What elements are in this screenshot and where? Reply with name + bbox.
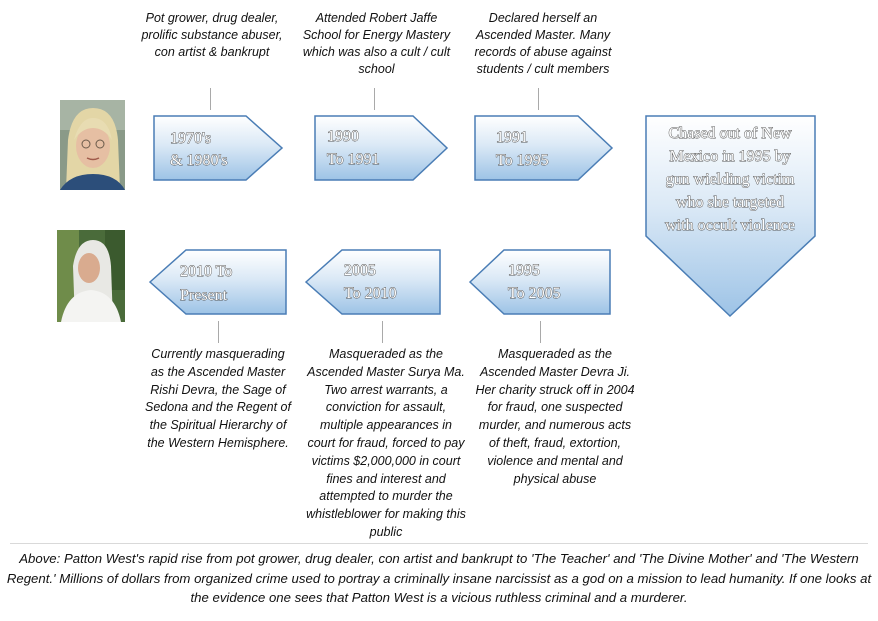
turn-box-line2: Mexico in 1995 by [669,148,791,165]
connector-2010 [218,321,219,343]
date-2010-line1: 2010 To [180,263,233,280]
caption-divider [10,543,868,544]
turn-box-line5: with occult violence [665,217,795,234]
arrow-1990 [315,116,447,180]
turn-box-line4: who she targeted [675,194,785,211]
turn-box-line3: gun wielding victim [665,171,795,188]
note-1990: Attended Robert Jaffe School for Energy Mastery which was also a cult / cult school [302,11,451,76]
arrow-2010 [150,250,286,314]
arrow-1995 [470,250,610,314]
figure-caption: Above: Patton West's rapid rise from pot grower, drug dealer, con artist and bankrupt to 'The Teacher' and 'The Divine Mother' and 'The Western Regent.' Millions of dollars from organized crime used to portray a criminally insane narcissist as a god on a mission to lead humanity. If one looks at the evidence one sees that Patton West is a vicious ruthless criminal and a murderer. [6,551,872,605]
date-2005-line1: 2005 [344,262,376,279]
note-2010: Currently masquerading as the Ascended Master Rishi Devra, the Sage of Sedona and the Regent of the Spiritual Hierarchy of the Western Hemisphere. [145,347,291,450]
date-1991-line2: To 1995 [496,152,549,169]
date-1991-line1: 1991 [496,129,528,146]
arrow-1991 [475,116,612,180]
date-1970s-line1: 1970's [170,130,212,147]
note-2005: Masqueraded as the Ascended Master Surya Ma. Two arrest warrants, a conviction for assault, multiple appearances in court for fraud, forced to pay victims $2,000,000 in court fines and interest and attempted to murder the whistleblower for making this public [306,347,466,539]
arrow-1970s [154,116,282,180]
turn-box-1995 [646,116,815,316]
note-1995: Masqueraded as the Ascended Master Devra Ji. Her charity struck off in 2004 for fraud, one suspected murder, and numerous acts of theft, fraud, extortion, violence and mental and physical abuse [475,347,635,486]
date-1995-line2: To 2005 [508,285,561,302]
connector-2005 [382,321,383,343]
date-1990-line2: To 1991 [327,151,380,168]
turn-box-line1: Chased out of New [668,125,792,142]
arrow-2005 [306,250,440,314]
note-1991: Declared herself an Ascended Master. Many records of abuse against students / cult members [474,11,612,76]
connector-1995 [540,321,541,343]
date-1990-line1: 1990 [327,128,359,145]
note-1970s: Pot grower, drug dealer, prolific substance abuser, con artist & bankrupt [141,11,283,59]
date-1995-line1: 1995 [508,262,540,279]
date-2010-line2: Present [180,287,228,304]
date-1970s-line2: & 1980's [170,152,228,169]
date-2005-line2: To 2010 [344,285,397,302]
